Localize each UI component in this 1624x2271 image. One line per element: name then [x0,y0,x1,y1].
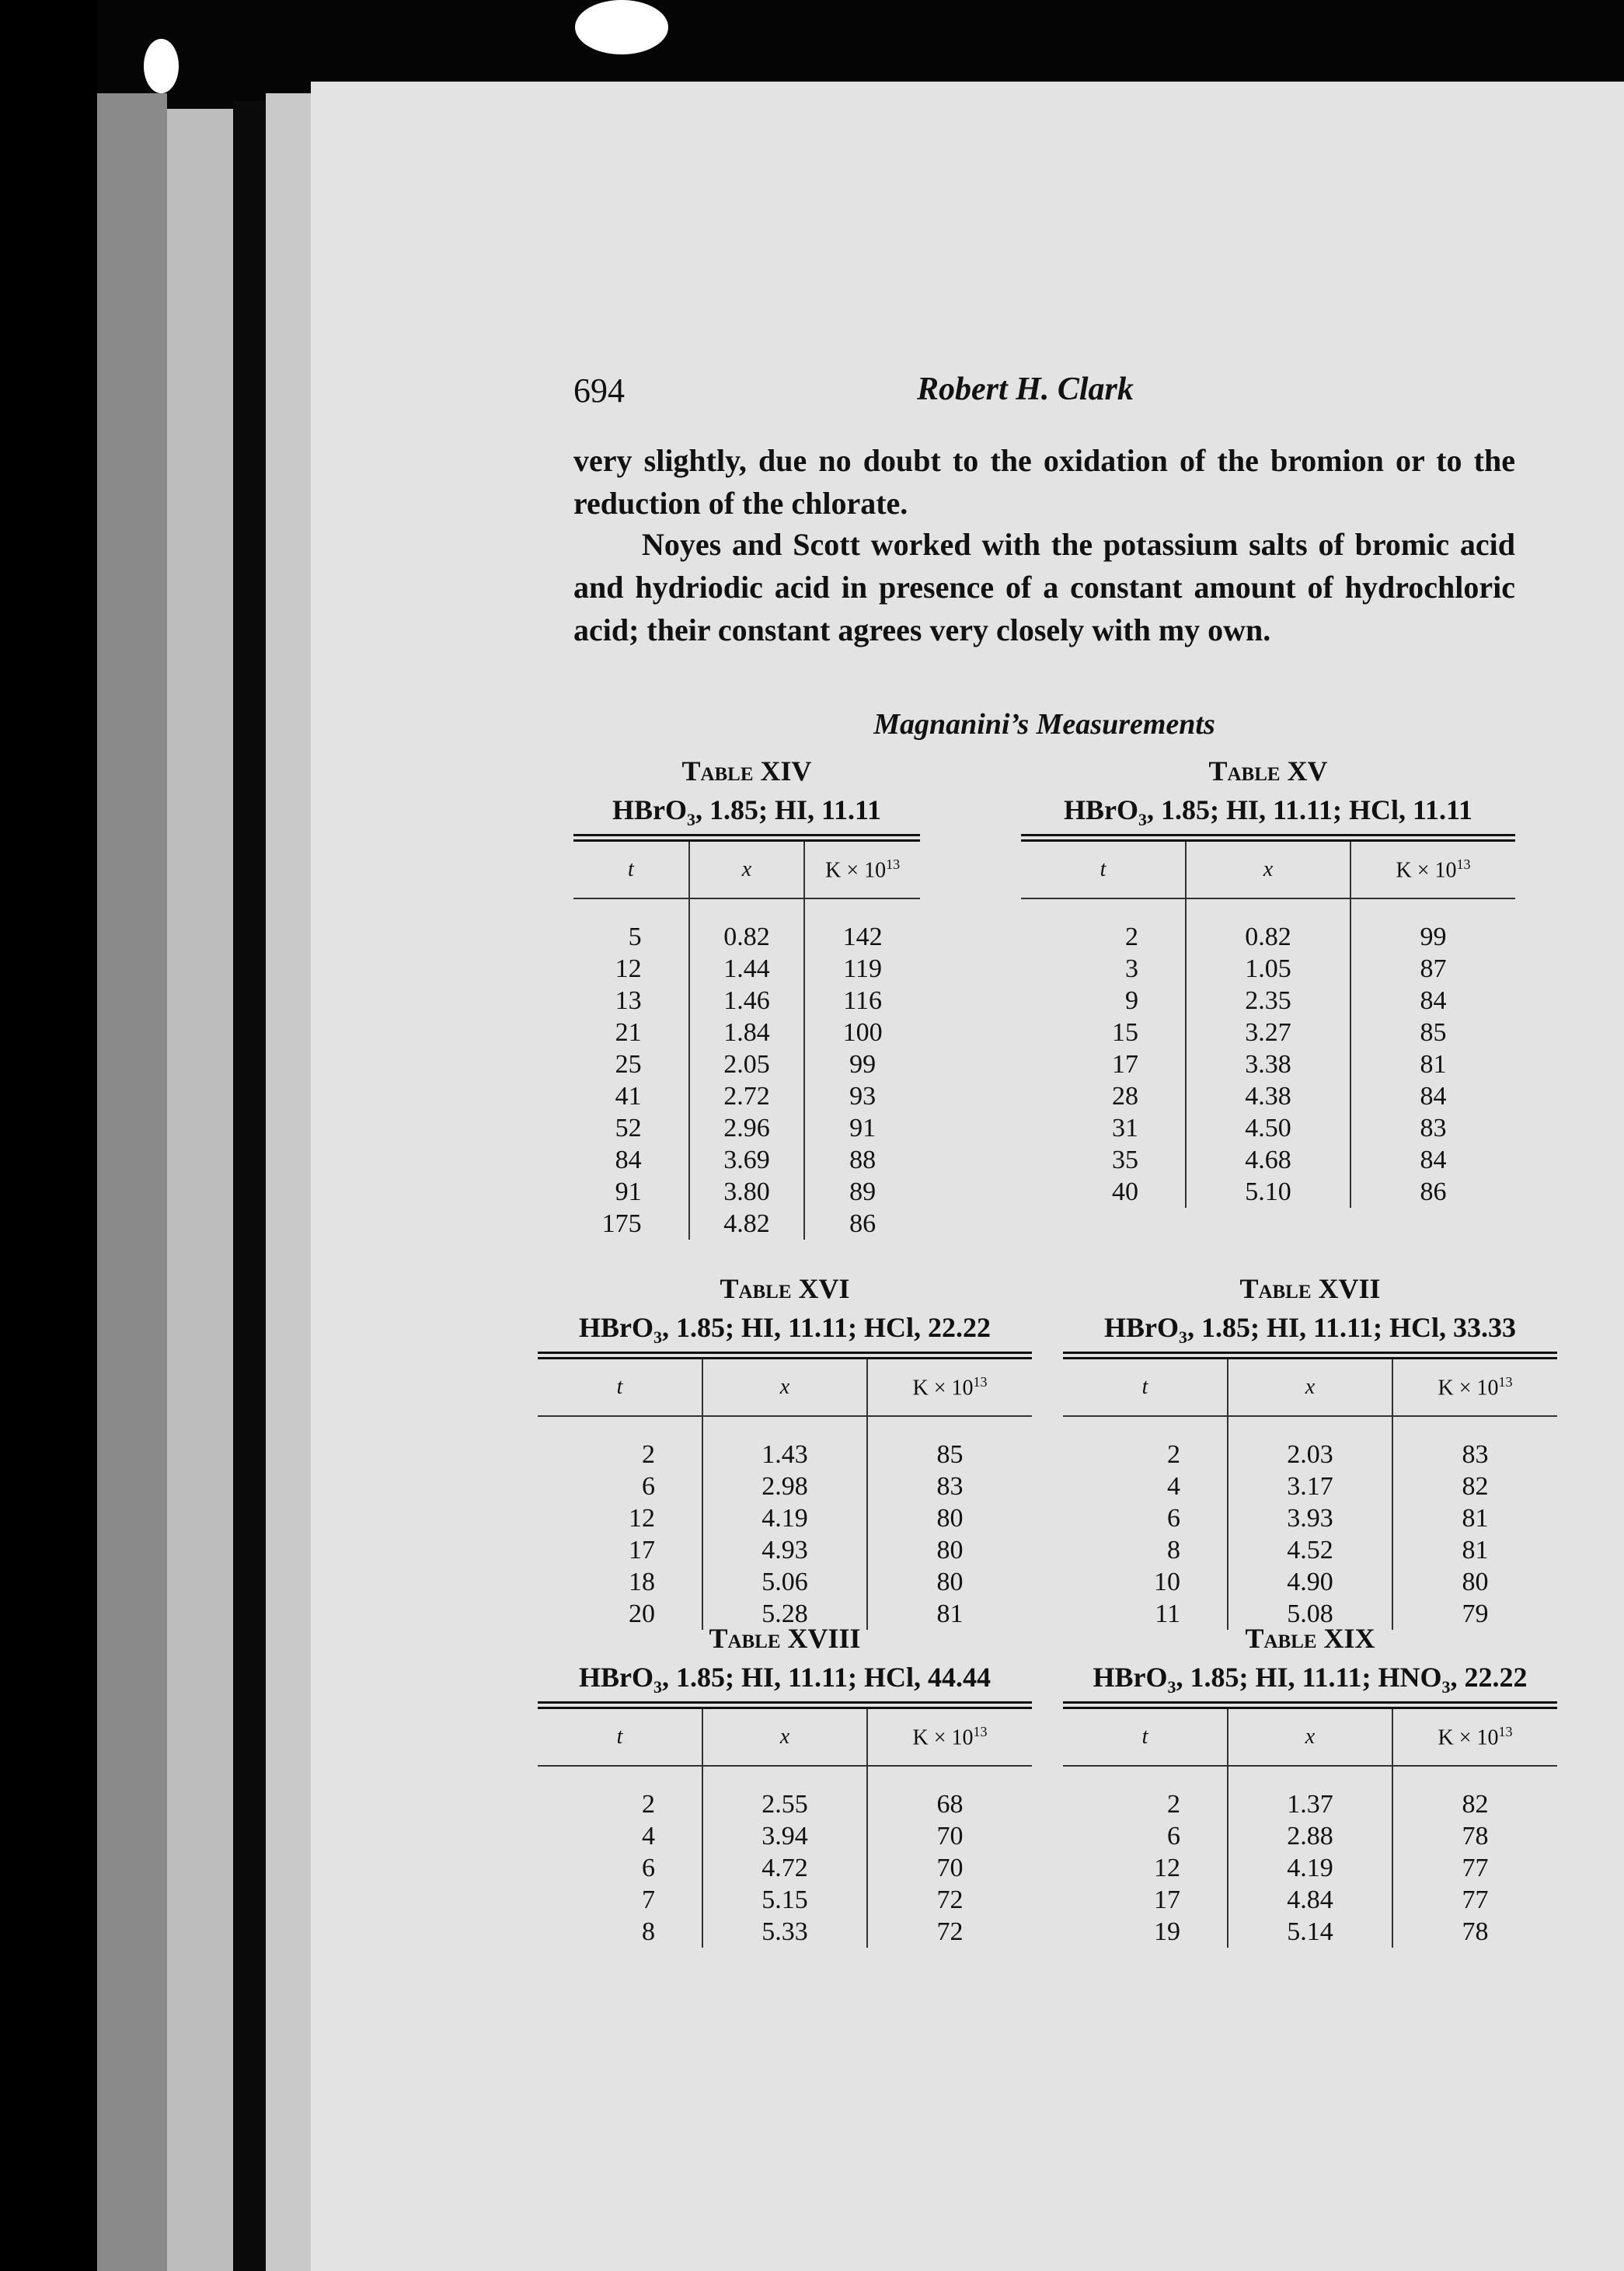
column-header-x: x [1186,842,1350,898]
cell-t: 18 [629,1567,655,1596]
cell-t: 21 [615,1017,642,1047]
cell-k: 79 [1392,1598,1557,1630]
cell-k: 78 [1392,1820,1557,1852]
column-header-x: x [702,1709,867,1766]
double-rule [573,834,920,842]
cell-k: 68 [867,1766,1032,1820]
table-row [573,1144,920,1176]
page-stack-edge [266,93,312,2271]
conditions-text: , 1.85; HI, 11.11; HCl, 22.22 [661,1312,991,1343]
cell-x: 1.84 [689,1017,805,1048]
cell-k: 99 [804,1048,920,1080]
cell-t: 19 [1154,1917,1180,1946]
cell-k: 81 [867,1598,1032,1630]
cell-x: 2.35 [1186,985,1350,1017]
cell-k: 70 [867,1820,1032,1852]
table-row [538,1916,1032,1948]
page-stack-edge [97,93,167,2271]
header-row [1063,1709,1557,1766]
table-row [1063,1502,1557,1534]
table-row [573,985,920,1017]
table-title [1063,1269,1557,1308]
table-grid [1063,1359,1557,1630]
cell-t: 52 [615,1113,642,1142]
table-row [1063,1820,1557,1852]
data-table [538,1619,1032,1948]
cell-x: 4.68 [1186,1144,1350,1176]
cell-x: 4.19 [702,1502,867,1534]
conditions-text: HBrO [578,1312,653,1343]
conditions-text: , 22.22 [1450,1662,1528,1693]
cell-k: 88 [804,1144,920,1176]
cell-x: 1.44 [689,953,805,985]
paper-blemish [575,0,668,54]
double-rule [1063,1352,1557,1359]
cell-k: 80 [867,1566,1032,1598]
cell-x: 4.19 [1228,1852,1392,1884]
column-header-x: x [689,842,805,898]
cell-t: 2 [1167,1439,1180,1469]
cell-k: 85 [1350,1017,1515,1048]
cell-t: 91 [615,1177,642,1206]
cell-x: 4.90 [1228,1566,1392,1598]
table-title-numeral: XVII [1318,1273,1381,1304]
double-rule [538,1701,1032,1709]
cell-x: 4.52 [1228,1534,1392,1566]
cell-k: 93 [804,1080,920,1112]
table-row [573,1017,920,1048]
table-conditions [538,1308,1032,1347]
cell-k: 89 [804,1176,920,1208]
cell-x: 3.69 [689,1144,805,1176]
cell-t: 31 [1112,1113,1138,1142]
cell-k: 77 [1392,1852,1557,1884]
table-row [1021,1144,1515,1176]
table-row [1063,1852,1557,1884]
column-header-x: x [1228,1709,1392,1766]
table-conditions [573,790,920,829]
cell-x: 4.82 [689,1208,805,1240]
cell-k: 82 [1392,1470,1557,1502]
conditions-text: , 1.85; HI, 11.11; HNO [1176,1662,1442,1693]
cell-t: 17 [629,1535,655,1565]
table-row [573,1176,920,1208]
conditions-text: HBrO [578,1662,653,1693]
table-row [573,1080,920,1112]
table-row [1021,1048,1515,1080]
cell-x: 5.14 [1228,1916,1392,1948]
column-header-k: $K \times 10^{13}$ [1350,842,1515,898]
table-row [573,1048,920,1080]
cell-k: 78 [1392,1916,1557,1948]
table-title-label: Table [720,1273,799,1304]
cell-t: 28 [1112,1081,1138,1111]
cell-t: 20 [629,1599,655,1628]
column-header-k: $K \times 10^{13}$ [1392,1359,1557,1416]
table-row [1021,1017,1515,1048]
cell-t: 6 [1167,1821,1180,1851]
table-title-numeral: XVI [798,1273,850,1304]
table-row [538,1502,1032,1534]
conditions-text: HBrO [612,794,687,825]
table-row [573,953,920,985]
conditions-text: , 1.85; HI, 11.11; HCl, 44.44 [661,1662,991,1693]
table-conditions [1063,1658,1557,1697]
conditions-text: HBrO [1103,1312,1179,1343]
table-row [1021,1176,1515,1208]
cell-k: 81 [1350,1048,1515,1080]
table-row [538,1766,1032,1820]
column-header-t: t [573,842,689,898]
cell-k: 80 [867,1502,1032,1534]
table-title-label: Table [1239,1273,1319,1304]
cell-k: 82 [1392,1766,1557,1820]
cell-x: 4.72 [702,1852,867,1884]
column-header-t: t [1063,1359,1228,1416]
cell-t: 4 [1167,1471,1180,1501]
column-header-t: t [1063,1709,1228,1766]
cell-t: 40 [1112,1177,1138,1206]
cell-t: 84 [615,1145,642,1174]
cell-x: 2.98 [702,1470,867,1502]
cell-t: 12 [1154,1853,1180,1882]
cell-k: 83 [1392,1416,1557,1470]
table-row [1063,1534,1557,1566]
cell-t: 6 [642,1471,655,1501]
cell-k: 83 [867,1470,1032,1502]
cell-x: 4.93 [702,1534,867,1566]
cell-x: 5.15 [702,1884,867,1916]
cell-t: 2 [1125,922,1138,951]
scan-border-left [0,0,97,2271]
data-table [573,752,920,1240]
column-header-t: t [1021,842,1186,898]
cell-t: 6 [642,1853,655,1882]
column-header-x: x [1228,1359,1392,1416]
cell-t: 35 [1112,1145,1138,1174]
column-header-k: $K \times 10^{13}$ [804,842,920,898]
cell-t: 11 [1155,1599,1180,1628]
subscript: 3 [1138,810,1147,830]
subscript: 3 [653,1327,662,1348]
cell-k: 80 [867,1534,1032,1566]
cell-k: 80 [1392,1566,1557,1598]
cell-k: 84 [1350,985,1515,1017]
conditions-text: HBrO [1093,1662,1168,1693]
running-head-author: Robert H. Clark [917,372,1134,407]
table-grid [538,1709,1032,1948]
cell-x: 2.55 [702,1766,867,1820]
cell-x: 1.43 [702,1416,867,1470]
subscript: 3 [1441,1677,1451,1697]
column-header-k: $K \times 10^{13}$ [867,1709,1032,1766]
double-rule [538,1352,1032,1359]
paragraph: Noyes and Scott worked with the potassium salts of bromic acid and hydriodic acid in presence of a constant amount of hydrochloric acid; their constant agrees very closely with my own. [573,527,1515,647]
cell-k: 84 [1350,1080,1515,1112]
cell-k: 86 [1350,1176,1515,1208]
cell-x: 5.06 [702,1566,867,1598]
cell-x: 1.37 [1228,1766,1392,1820]
cell-k: 91 [804,1112,920,1144]
table-row [1021,985,1515,1017]
cell-x: 5.28 [702,1598,867,1630]
table-row [538,1852,1032,1884]
cell-k: 81 [1392,1502,1557,1534]
data-table [538,1269,1032,1630]
table-row [1063,1766,1557,1820]
cell-x: 1.05 [1186,953,1350,985]
table-title-numeral: XIX [1323,1623,1375,1654]
cell-t: 17 [1112,1049,1138,1079]
table-row [1063,1416,1557,1470]
conditions-text: , 1.85; HI, 11.11; HCl, 11.11 [1146,794,1473,825]
table-row [538,1534,1032,1566]
cell-t: 13 [615,985,642,1015]
table-row [538,1566,1032,1598]
table-title-label: Table [709,1623,788,1654]
conditions-text: , 1.85; HI, 11.11 [695,794,882,825]
paragraph: very slightly, due no doubt to the oxidation of the bromion or to the reduction of the chlorate. [573,443,1515,521]
superscript: 13 [1498,1373,1513,1390]
cell-x: 4.84 [1228,1884,1392,1916]
table-row [1021,1080,1515,1112]
superscript: 13 [1456,856,1471,872]
table-title-numeral: XIV [760,755,812,787]
subscript: 3 [686,810,695,830]
table-grid [1063,1709,1557,1948]
page-stack-edge [167,109,233,2271]
table-title-label: Table [681,755,761,787]
table-conditions [1021,790,1515,829]
subscript: 3 [1178,1327,1187,1348]
table-title [538,1619,1032,1658]
cell-t: 175 [601,1209,642,1238]
column-header-k: $K \times 10^{13}$ [867,1359,1032,1416]
cell-k: 100 [804,1017,920,1048]
table-title-label: Table [1245,1623,1324,1654]
cell-x: 5.08 [1228,1598,1392,1630]
cell-k: 85 [867,1416,1032,1470]
header-row [538,1709,1032,1766]
table-grid [538,1359,1032,1630]
header-row [1063,1359,1557,1416]
cell-x: 3.38 [1186,1048,1350,1080]
data-table [1021,752,1515,1208]
cell-t: 7 [642,1885,655,1914]
double-rule [1063,1701,1557,1709]
double-rule [1021,834,1515,842]
table-row [1021,1112,1515,1144]
column-header-k: $K \times 10^{13}$ [1392,1709,1557,1766]
cell-k: 81 [1392,1534,1557,1566]
superscript: 13 [1498,1723,1513,1739]
header-row [1021,842,1515,898]
cell-k: 116 [804,985,920,1017]
table-row [538,1470,1032,1502]
table-row [1021,953,1515,985]
cell-t: 17 [1154,1885,1180,1914]
cell-x: 2.96 [689,1112,805,1144]
cell-x: 3.17 [1228,1470,1392,1502]
cell-k: 70 [867,1852,1032,1884]
cell-t: 12 [615,954,642,983]
cell-t: 8 [642,1917,655,1946]
cell-t: 6 [1167,1503,1180,1533]
binding-shadow [233,101,266,2271]
cell-t: 5 [628,922,642,951]
cell-k: 83 [1350,1112,1515,1144]
superscript: 13 [886,856,901,872]
cell-k: 99 [1350,898,1515,953]
cell-x: 2.72 [689,1080,805,1112]
header-row [573,842,920,898]
cell-t: 4 [642,1821,655,1851]
table-title-numeral: XV [1287,755,1328,787]
cell-t: 3 [1125,954,1138,983]
cell-k: 119 [804,953,920,985]
cell-t: 2 [1167,1789,1180,1819]
table-title [1021,752,1515,790]
cell-t: 8 [1167,1535,1180,1565]
conditions-text: , 1.85; HI, 11.11; HCl, 33.33 [1187,1312,1517,1343]
cell-x: 4.50 [1186,1112,1350,1144]
cell-x: 1.46 [689,985,805,1017]
table-row [538,1820,1032,1852]
cell-x: 2.05 [689,1048,805,1080]
tables-caption: Magnanini’s Measurements [873,708,1215,741]
column-header-t: t [538,1359,702,1416]
cell-t: 25 [615,1049,642,1079]
superscript: 13 [973,1723,988,1739]
cell-x: 3.94 [702,1820,867,1852]
column-header-x: x [702,1359,867,1416]
table-title [538,1269,1032,1308]
table-title-label: Table [1208,755,1288,787]
cell-x: 2.03 [1228,1416,1392,1470]
table-grid [1021,842,1515,1208]
subscript: 3 [1167,1677,1176,1697]
table-row [538,1416,1032,1470]
cell-t: 2 [642,1439,655,1469]
cell-k: 87 [1350,953,1515,985]
table-row [1021,898,1515,953]
header-row [538,1359,1032,1416]
table-row [1063,1884,1557,1916]
superscript: 13 [973,1373,988,1390]
table-conditions [1063,1308,1557,1347]
table-title-numeral: XVIII [787,1623,861,1654]
table-title [573,752,920,790]
data-table [1063,1269,1557,1630]
table-row [573,1112,920,1144]
cell-k: 142 [804,898,920,953]
table-row [573,1208,920,1240]
table-row [573,898,920,953]
table-row [538,1884,1032,1916]
cell-x: 3.80 [689,1176,805,1208]
cell-t: 2 [642,1789,655,1819]
cell-x: 0.82 [689,898,805,953]
table-row [1063,1470,1557,1502]
page-number: 694 [573,372,625,410]
conditions-text: HBrO [1063,794,1138,825]
cell-k: 77 [1392,1884,1557,1916]
paper-blemish [144,39,179,93]
cell-x: 4.38 [1186,1080,1350,1112]
cell-t: 15 [1112,1017,1138,1047]
cell-x: 2.88 [1228,1820,1392,1852]
subscript: 3 [653,1677,662,1697]
cell-t: 41 [615,1081,642,1111]
cell-x: 3.93 [1228,1502,1392,1534]
cell-k: 84 [1350,1144,1515,1176]
cell-x: 5.10 [1186,1176,1350,1208]
cell-k: 72 [867,1916,1032,1948]
table-conditions [538,1658,1032,1697]
column-header-t: t [538,1709,702,1766]
running-header [311,371,1624,425]
cell-t: 9 [1125,985,1138,1015]
table-grid [573,842,920,1240]
cell-k: 86 [804,1208,920,1240]
book-page [311,82,1624,2271]
cell-t: 12 [629,1503,655,1533]
cell-x: 3.27 [1186,1017,1350,1048]
table-row [1063,1566,1557,1598]
table-row [1063,1916,1557,1948]
cell-x: 0.82 [1186,898,1350,953]
data-table [1063,1619,1557,1948]
cell-t: 10 [1154,1567,1180,1596]
table-title [1063,1619,1557,1658]
cell-x: 5.33 [702,1916,867,1948]
cell-k: 72 [867,1884,1032,1916]
